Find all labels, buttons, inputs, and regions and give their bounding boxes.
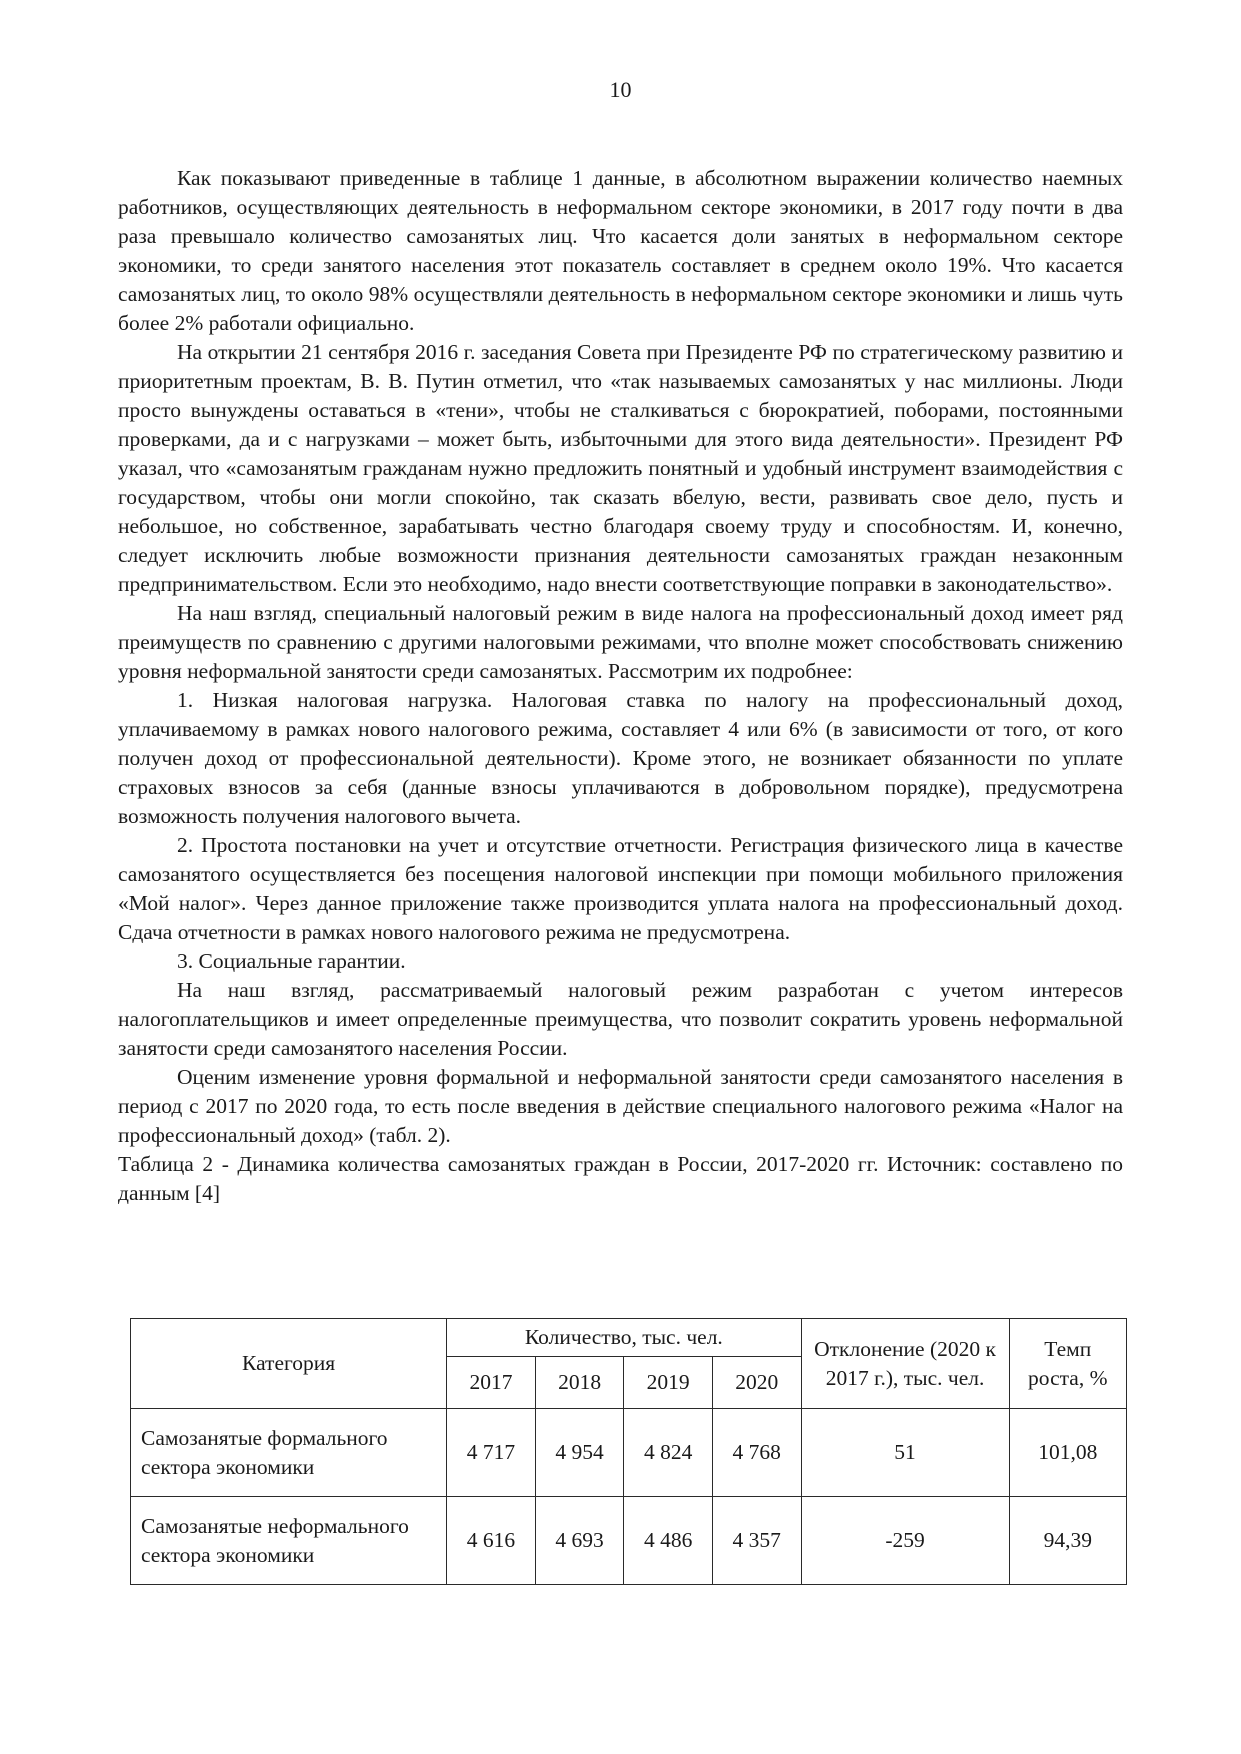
header-quantity-group: Количество, тыс. чел. (447, 1319, 801, 1357)
paragraph-1: Как показывают приведенные в таблице 1 данные, в абсолютном выражении количество наемных работников, осуществляющих деятельность в неформальном секторе экономики, в 2017 году почти в два раза превышало количество самозанятых лиц. Что касается доли занятых в неформальном секторе экономики, то среди занятого населения этот показатель составляет в среднем около 19%. Что касается самозанятых лиц, то около 98% осуществляли деятельность в неформальном секторе экономики и лишь чуть более 2% работали официально. (118, 166, 1123, 335)
header-deviation: Отклонение (2020 к 2017 г.), тыс. чел. (801, 1319, 1009, 1409)
table-caption: Таблица 2 - Динамика количества самозанятых граждан в России, 2017-2020 гг. Источник: составлено по данным [4] (118, 1152, 1123, 1205)
cell-value: 4 717 (447, 1409, 536, 1497)
header-year-2018: 2018 (535, 1357, 624, 1409)
paragraph-6: 3. Социальные гарантии. (177, 949, 406, 973)
table-row (131, 1409, 1127, 1497)
paragraph-4: 1. Низкая налоговая нагрузка. Налоговая ставка по налогу на профессиональный доход, уплачиваемому в рамках нового налогового режима, составляет 4 или 6% (в зависимости от того, от кого получен доход от профессиональной деятельности). Кроме этого, не возникает обязанности по уплате страховых взносов за себя (данные взносы уплачиваются в добровольном порядке), предусмотрена возможность получения налогового вычета. (118, 688, 1123, 828)
header-year-2017: 2017 (447, 1357, 536, 1409)
cell-value: 4 616 (447, 1497, 536, 1585)
cell-value: 4 954 (535, 1409, 624, 1497)
paragraph-3: На наш взгляд, специальный налоговый режим в виде налога на профессиональный доход имеет ряд преимуществ по сравнению с другими налоговыми режимами, что вполне может способствовать снижению уровня неформальной занятости среди самозанятых. Рассмотрим их подробнее: (118, 601, 1123, 683)
row-category: Самозанятые формального сектора экономики (131, 1409, 447, 1497)
header-category: Категория (131, 1319, 447, 1409)
cell-value: 4 486 (624, 1497, 713, 1585)
row-category: Самозанятые неформального сектора экономики (131, 1497, 447, 1585)
cell-value: 4 824 (624, 1409, 713, 1497)
paragraph-2: На открытии 21 сентября 2016 г. заседания Совета при Президенте РФ по стратегическому развитию и приоритетным проектам, В. В. Путин отметил, что «так называемых самозанятых у нас миллионы. Люди просто вынуждены оставаться в «тени», чтобы не сталкиваться с бюрократией, поборами, постоянными проверками, да и с нагрузками – может быть, избыточными для этого вида деятельности». Президент РФ указал, что «самозанятым гражданам нужно предложить понятный и удобный инструмент взаимодействия с государством, чтобы они могли спокойно, так сказать вбелую, вести, развивать свое дело, пусть и небольшое, но собственное, зарабатывать честно благодаря своему труду и способностям. И, конечно, следует исключить любые возможности признания деятельности самозанятых граждан незаконным предпринимательством. Если это необходимо, надо внести соответствующие поправки в законодательство». (118, 340, 1123, 596)
cell-value: 4 768 (712, 1409, 801, 1497)
cell-value: 4 693 (535, 1497, 624, 1585)
header-year-2020: 2020 (712, 1357, 801, 1409)
table-header-row (131, 1319, 1127, 1357)
paragraph-8: Оценим изменение уровня формальной и неформальной занятости среди самозанятого населения в период с 2017 по 2020 года, то есть после введения в действие специального налогового режима «Налог на профессиональный доход» (табл. 2). (118, 1065, 1123, 1147)
table-row (131, 1497, 1127, 1585)
cell-value: 4 357 (712, 1497, 801, 1585)
data-table (130, 1318, 1127, 1585)
document-body (118, 164, 1123, 1208)
paragraph-5: 2. Простота постановки на учет и отсутствие отчетности. Регистрация физического лица в качестве самозанятого осуществляется без посещения налоговой инспекции при помощи мобильного приложения «Мой налог». Через данное приложение также производится уплата налога на профессиональный доход. Сдача отчетности в рамках нового налогового режима не предусмотрена. (118, 833, 1123, 944)
cell-growth: 101,08 (1009, 1409, 1126, 1497)
paragraph-7: На наш взгляд, рассматриваемый налоговый режим разработан с учетом интересов налогоплательщиков и имеет определенные преимущества, что позволит сократить уровень неформальной занятости среди самозанятого населения России. (118, 978, 1123, 1060)
page-number: 10 (609, 77, 632, 102)
cell-deviation: 51 (801, 1409, 1009, 1497)
header-year-2019: 2019 (624, 1357, 713, 1409)
cell-growth: 94,39 (1009, 1497, 1126, 1585)
header-growth: Темп роста, % (1009, 1319, 1126, 1409)
cell-deviation: -259 (801, 1497, 1009, 1585)
